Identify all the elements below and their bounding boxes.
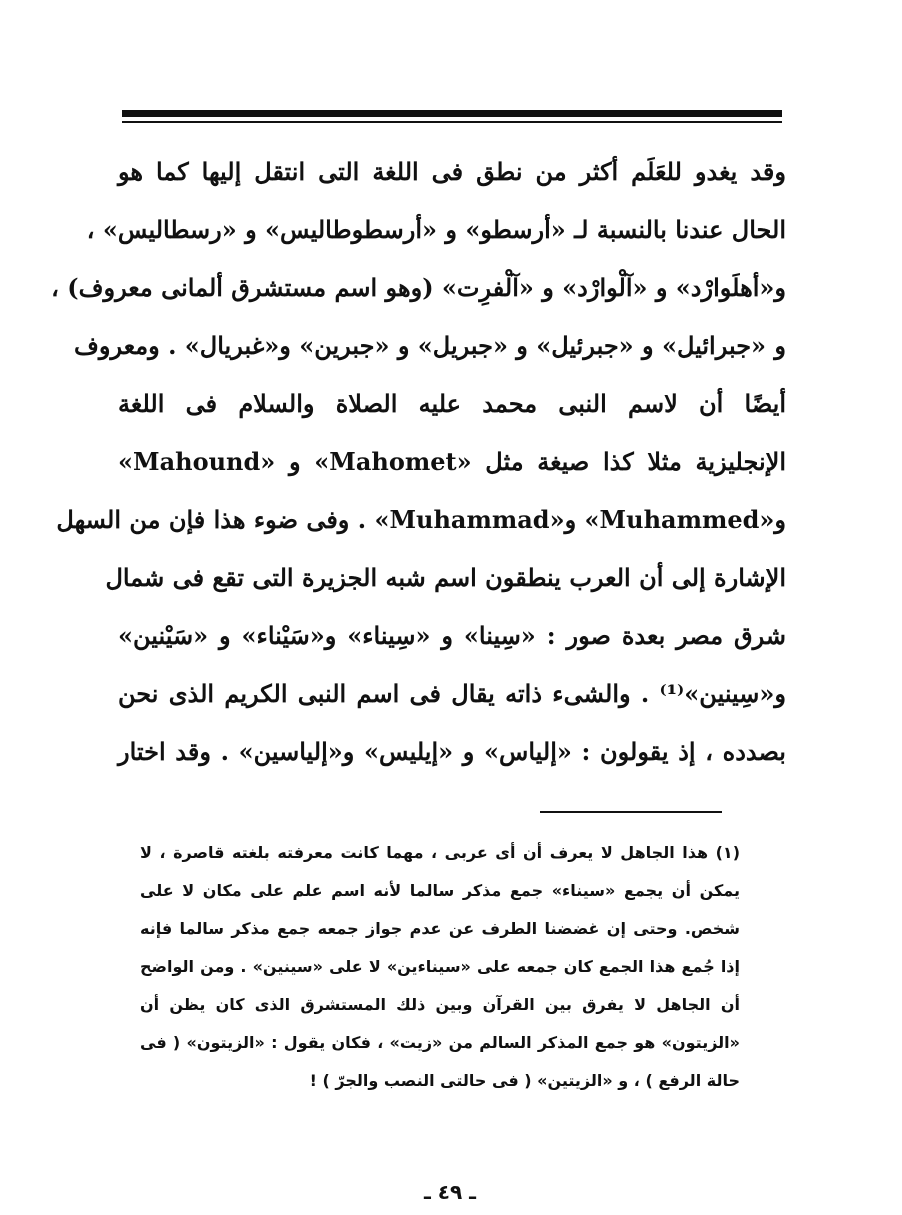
header-rule-thick <box>122 110 782 117</box>
main-text-line: شرق مصر بعدة صور : «سِينا» و «سِيناء» و«سَيْناء» و «سَيْنين» <box>118 621 786 650</box>
footnote-line: «الزيتون» هو جمع المذكر السالم من «زيت» ، فكان يقول : «الزيتون» ( فى <box>140 1033 740 1052</box>
main-text-line: الحال عندنا بالنسبة لـ «أرسطو» و «أرسطوطاليس» و «رسطاليس» ، <box>86 215 786 244</box>
main-text-line: و«Muhammed» و«Muhammad» . وفى ضوء هذا فإن من السهل <box>56 505 786 534</box>
main-text-line: وقد يغدو للعَلَم أكثر من نطق فى اللغة التى انتقل إليها كما هو <box>118 157 786 186</box>
header-rule-thin <box>122 121 782 123</box>
footnote-line: حالة الرفع ) ، و «الزيتين» ( فى حالتى النصب والجرّ ) ! <box>309 1071 740 1090</box>
footnote-line: إذا جُمع هذا الجمع كان جمعه على «سيناءين» لا على «سينين» . ومن الواضح <box>140 957 740 976</box>
main-text-line: الإنجليزية مثلا كذا صيغة مثل «Mahomet» و «Mahound» <box>118 447 786 476</box>
main-text-line: و «جبرائيل» و «جبرئيل» و «جبريل» و «جبرين» و«غبريال» . ومعروف <box>73 331 786 360</box>
main-text-line: و«سِينين»⁽¹⁾ . والشىء ذاته يقال فى اسم النبى الكريم الذى نحن <box>118 679 786 708</box>
main-text-line: أيضًا أن لاسم النبى محمد عليه الصلاة والسلام فى اللغة <box>118 389 787 418</box>
footnote-line: شخص. وحتى إن غضضنا الطرف عن عدم جواز جمعه جمع مذكر سالما فإنه <box>140 919 740 938</box>
footnote-line: أن الجاهل لا يفرق بين القرآن وبين ذلك المستشرق الذى كان يظن أن <box>140 995 740 1014</box>
footnote-line: يمكن أن يجمع «سيناء» جمع مذكر سالما لأنه اسم علم على مكان لا على <box>140 881 740 900</box>
main-text-line: الإشارة إلى أن العرب ينطقون اسم شبه الجزيرة التى تقع فى شمال <box>105 563 786 592</box>
footnote-separator <box>540 811 722 813</box>
main-text-line: و«أهلَوارْد» و «آلْوارْد» و «آلْفرِت» (وهو اسم مستشرق ألمانى معروف) ، <box>51 273 786 302</box>
footnote-block <box>140 838 740 1104</box>
footnote-line: (١) هذا الجاهل لا يعرف أن أى عربى ، مهما كانت معرفته بلغته قاصرة ، لا <box>140 843 740 862</box>
main-text-line: بصدده ، إذ يقولون : «إلياس» و «إيليس» و«إلياسين» . وقد اختار <box>118 737 786 766</box>
page-number: ـ ٤٩ ـ <box>423 1180 477 1204</box>
main-text-block <box>51 150 787 788</box>
